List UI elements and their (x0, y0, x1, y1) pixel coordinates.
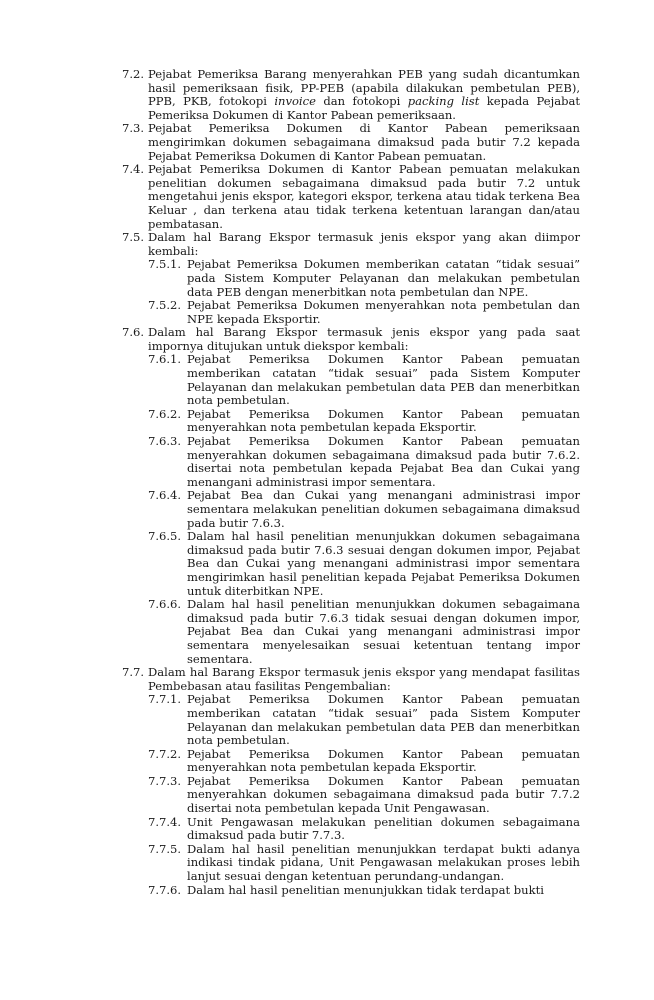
list-item (122, 666, 580, 897)
sub-item-text: Unit Pengawasan melakukan penelitian dokumen sebagaimana dimaksud pada butir 7.7.3. (187, 814, 580, 843)
text-segment: dan fotokopi (315, 94, 408, 109)
sub-item-number: 7.5.1. (148, 257, 182, 272)
sub-item-text: Dalam hal hasil penelitian menunjukkan tidak terdapat bukti (187, 882, 544, 897)
document-page (122, 68, 580, 897)
sub-item-number: 7.7.2. (148, 746, 182, 761)
sub-item (148, 693, 580, 747)
sub-item (148, 353, 580, 407)
sub-item (148, 408, 580, 435)
sub-item-number: 7.6.3. (148, 434, 182, 449)
sub-item-text: Dalam hal hasil penelitian menunjukkan dokumen sebagaimana dimaksud pada butir 7.6.3 tidak sesuai dengan dokumen impor, Pejabat Bea dan Cukai yang menangani administrasi impor sementara menyelesaikan sesuai ketentuan tentang impor sementara. (187, 597, 580, 666)
sub-item-text: Pejabat Pemeriksa Dokumen Kantor Pabean pemuatan menyerahkan dokumen sebagaimana dimaksud pada butir 7.6.2. disertai nota pembetulan kepada Pejabat Bea dan Cukai yang menangani administrasi impor sementara. (187, 434, 580, 489)
item-number: 7.7. (122, 665, 145, 680)
sub-item (148, 748, 580, 775)
list-item (122, 231, 580, 326)
sub-item-number: 7.6.6. (148, 597, 182, 612)
sub-item (148, 489, 580, 530)
sub-item-text: Pejabat Pemeriksa Dokumen Kantor Pabean pemuatan menyerahkan nota pembetulan kepada Eksportir. (187, 406, 580, 435)
sub-item-number: 7.6.1. (148, 352, 182, 367)
sub-item-number: 7.6.4. (148, 488, 182, 503)
sub-item-number: 7.7.4. (148, 814, 182, 829)
sub-item (148, 775, 580, 816)
sub-item-text: Dalam hal hasil penelitian menunjukkan dokumen sebagaimana dimaksud pada butir 7.6.3 sesuai dengan dokumen impor, Pejabat Bea dan Cukai yang menangani administrasi impor sementara mengirimkan hasil penelitian kepada Pejabat Pemeriksa Dokumen untuk diterbitkan NPE. (187, 529, 580, 598)
list-item (122, 326, 580, 666)
sub-item-number: 7.7.6. (148, 882, 182, 897)
item-body (148, 666, 580, 897)
item-number: 7.4. (122, 162, 145, 177)
sub-item (148, 843, 580, 884)
item-body (148, 122, 580, 163)
italic-term: packing list (407, 94, 480, 109)
text-segment: kepada Pejabat Pemeriksa Dokumen di Kantor Pabean pemeriksaan. (148, 94, 581, 122)
sub-item (148, 598, 580, 666)
item-number: 7.5. (122, 230, 145, 245)
sub-item-number: 7.6.2. (148, 406, 182, 421)
item-text: Dalam hal Barang Ekspor termasuk jenis ekspor yang mendapat fasilitas Pembebasan atau fasilitas Pengembalian: (148, 665, 580, 693)
italic-term: invoice (274, 94, 316, 109)
sub-item-number: 7.6.5. (148, 529, 182, 544)
sub-item-text: Pejabat Bea dan Cukai yang menangani administrasi impor sementara melakukan penelitian dokumen sebagaimana dimaksud pada butir 7.6.3. (187, 488, 580, 530)
sub-item (148, 299, 580, 326)
item-body (148, 231, 580, 326)
sub-item-text: Pejabat Pemeriksa Dokumen Kantor Pabean pemuatan memberikan catatan “tidak sesuai” pada Sistem Komputer Pelayanan dan melakukan pembetulan data PEB dan menerbitkan nota pembetulan. (187, 352, 580, 408)
sub-item-text: Pejabat Pemeriksa Dokumen menyerahkan nota pembetulan dan NPE kepada Eksportir. (187, 298, 580, 326)
sub-item-text: Dalam hal hasil penelitian menunjukkan terdapat bukti adanya indikasi tindak pidana, Unit Pengawasan melakukan proses lebih lanjut sesuai dengan ketentuan perundang-undangan. (187, 841, 580, 884)
sub-item-text: Pejabat Pemeriksa Dokumen memberikan catatan “tidak sesuai” pada Sistem Komputer Pelayanan dan melakukan pembetulan data PEB dengan menerbitkan nota pembetulan dan NPE. (187, 257, 580, 299)
sub-item (148, 258, 580, 299)
item-text: Pejabat Pemeriksa Dokumen di Kantor Pabean pemeriksaan mengirimkan dokumen sebagaimana dimaksud pada butir 7.2 kepada Pejabat Pemeriksa Dokumen di Kantor Pabean pemuatan. (148, 121, 580, 163)
sub-item-text: Pejabat Pemeriksa Dokumen Kantor Pabean pemuatan memberikan catatan “tidak sesuai” pada Sistem Komputer Pelayanan dan melakukan pembetulan data PEB dan menerbitkan nota pembetulan. (187, 692, 580, 748)
item-number: 7.6. (122, 325, 145, 340)
sub-item-text: Pejabat Pemeriksa Dokumen Kantor Pabean pemuatan menyerahkan dokumen sebagaimana dimaksud pada butir 7.7.2 disertai nota pembetulan kepada Unit Pengawasan. (187, 773, 580, 816)
list-item (122, 163, 580, 231)
item-text: Dalam hal Barang Ekspor termasuk jenis ekspor yang akan diimpor kembali: (148, 230, 580, 258)
item-number: 7.3. (122, 121, 145, 136)
sub-item (148, 530, 580, 598)
item-body (148, 326, 580, 666)
sub-item (148, 435, 580, 489)
sub-item (148, 884, 580, 898)
item-number: 7.2. (122, 67, 145, 81)
item-body (148, 68, 580, 122)
text-segment: Pejabat Pemeriksa Barang menyerahkan PEB yang sudah dicantumkan hasil pemeriksaan fisik, PP-PEB (apabila dilakukan pembetulan PEB), PPB, PKB, fotokopi (148, 67, 580, 109)
item-text: Dalam hal Barang Ekspor termasuk jenis ekspor yang pada saat impornya ditujukan untuk diekspor kembali: (148, 325, 580, 353)
sub-item-number: 7.7.1. (148, 692, 182, 707)
sub-item-text: Pejabat Pemeriksa Dokumen Kantor Pabean pemuatan menyerahkan nota pembetulan kepada Eksportir. (187, 746, 580, 775)
sub-item-number: 7.5.2. (148, 298, 182, 313)
item-text (148, 68, 580, 122)
sub-item-number: 7.7.3. (148, 773, 182, 788)
list-item (122, 122, 580, 163)
item-body (148, 163, 580, 231)
list-item (122, 68, 580, 122)
sub-item (148, 816, 580, 843)
item-text: Pejabat Pemeriksa Dokumen di Kantor Pabean pemuatan melakukan penelitian dokumen sebagaimana dimaksud pada butir 7.2 untuk mengetahui jenis ekspor, kategori ekspor, terkena atau tidak terkena Bea Keluar , dan terkena atau tidak terkena ketentuan larangan dan/atau pembatasan. (148, 162, 580, 231)
sub-item-number: 7.7.5. (148, 841, 182, 856)
